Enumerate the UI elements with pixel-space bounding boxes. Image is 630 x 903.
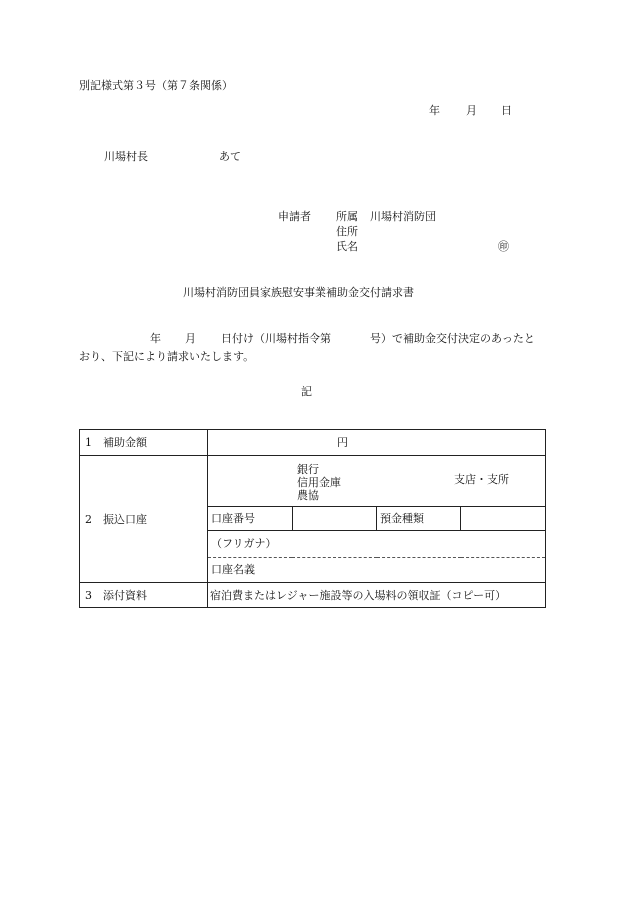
body-line-2: おり、下記により請求いたします。 [79,350,255,363]
bank-name-row [208,456,545,506]
address-label: 住所 [336,225,358,238]
account-name-label: 口座名義 [211,563,255,577]
furigana-cell[interactable] [208,530,545,557]
account-number-label: 口座番号 [208,506,292,530]
amount-value-cell[interactable] [208,430,546,456]
account-name-cell[interactable] [208,557,545,582]
form-number: 別記様式第３号（第７条関係） [79,79,233,92]
account-number-row [208,506,545,530]
request-table [79,429,546,608]
account-name-row [208,557,545,582]
affiliation-label: 所属 [336,210,358,223]
affiliation-value: 川場村消防団 [370,210,436,223]
body-month-label: 月 [185,332,196,345]
date-month-label: 月 [466,104,477,117]
document-title: 川場村消防団員家族慰安事業補助金交付請求書 [183,286,414,299]
bank-account-label-cell [80,456,208,583]
table-row-bank-account [80,456,546,583]
ki-heading: 記 [301,385,312,398]
bank-type-list [297,463,341,502]
recipient-suffix: あて [219,150,241,163]
bank-type-bank: 銀行 [297,462,319,476]
date-day-label: 日 [501,104,512,117]
body-number-part: 号）で補助金交付決定のあったと [370,332,535,345]
account-type-label: 預金種類 [377,506,461,530]
recipient-name: 川場村長 [104,150,148,163]
body-day-part: 日付け（川場村指令第 [221,332,331,345]
bank-account-subtable [208,456,545,582]
row-number: 2 [85,512,92,526]
bank-account-detail-cell [208,456,546,583]
attachments-value: 宿泊費またはレジャー施設等の入場料の領収証（コピー可） [208,583,546,608]
account-number-field[interactable] [292,506,376,530]
amount-label: 補助金額 [103,436,147,449]
yen-unit: 円 [337,436,348,449]
bank-account-label: 振込口座 [103,512,147,526]
bank-name-cell[interactable] [208,456,545,506]
furigana-label: （フリガナ） [211,537,277,550]
attachments-label-cell [80,583,208,608]
furigana-row [208,530,545,557]
account-type-field[interactable] [461,506,545,530]
applicant-label: 申請者 [278,210,311,223]
bank-type-shinkin: 信用金庫 [297,475,341,489]
table-row-attachments [80,583,546,608]
bank-type-nokyo: 農協 [297,488,319,502]
row-number: 3 [85,588,92,602]
body-year-label: 年 [150,332,161,345]
branch-label: 支店・支所 [454,473,509,486]
date-year-label: 年 [429,104,440,117]
name-label: 氏名 [336,240,358,253]
table-row-amount [80,430,546,456]
attachments-label: 添付資料 [103,588,147,602]
seal-icon: ㊞ [498,240,509,253]
amount-label-cell [80,430,208,456]
row-number: 1 [85,436,92,449]
